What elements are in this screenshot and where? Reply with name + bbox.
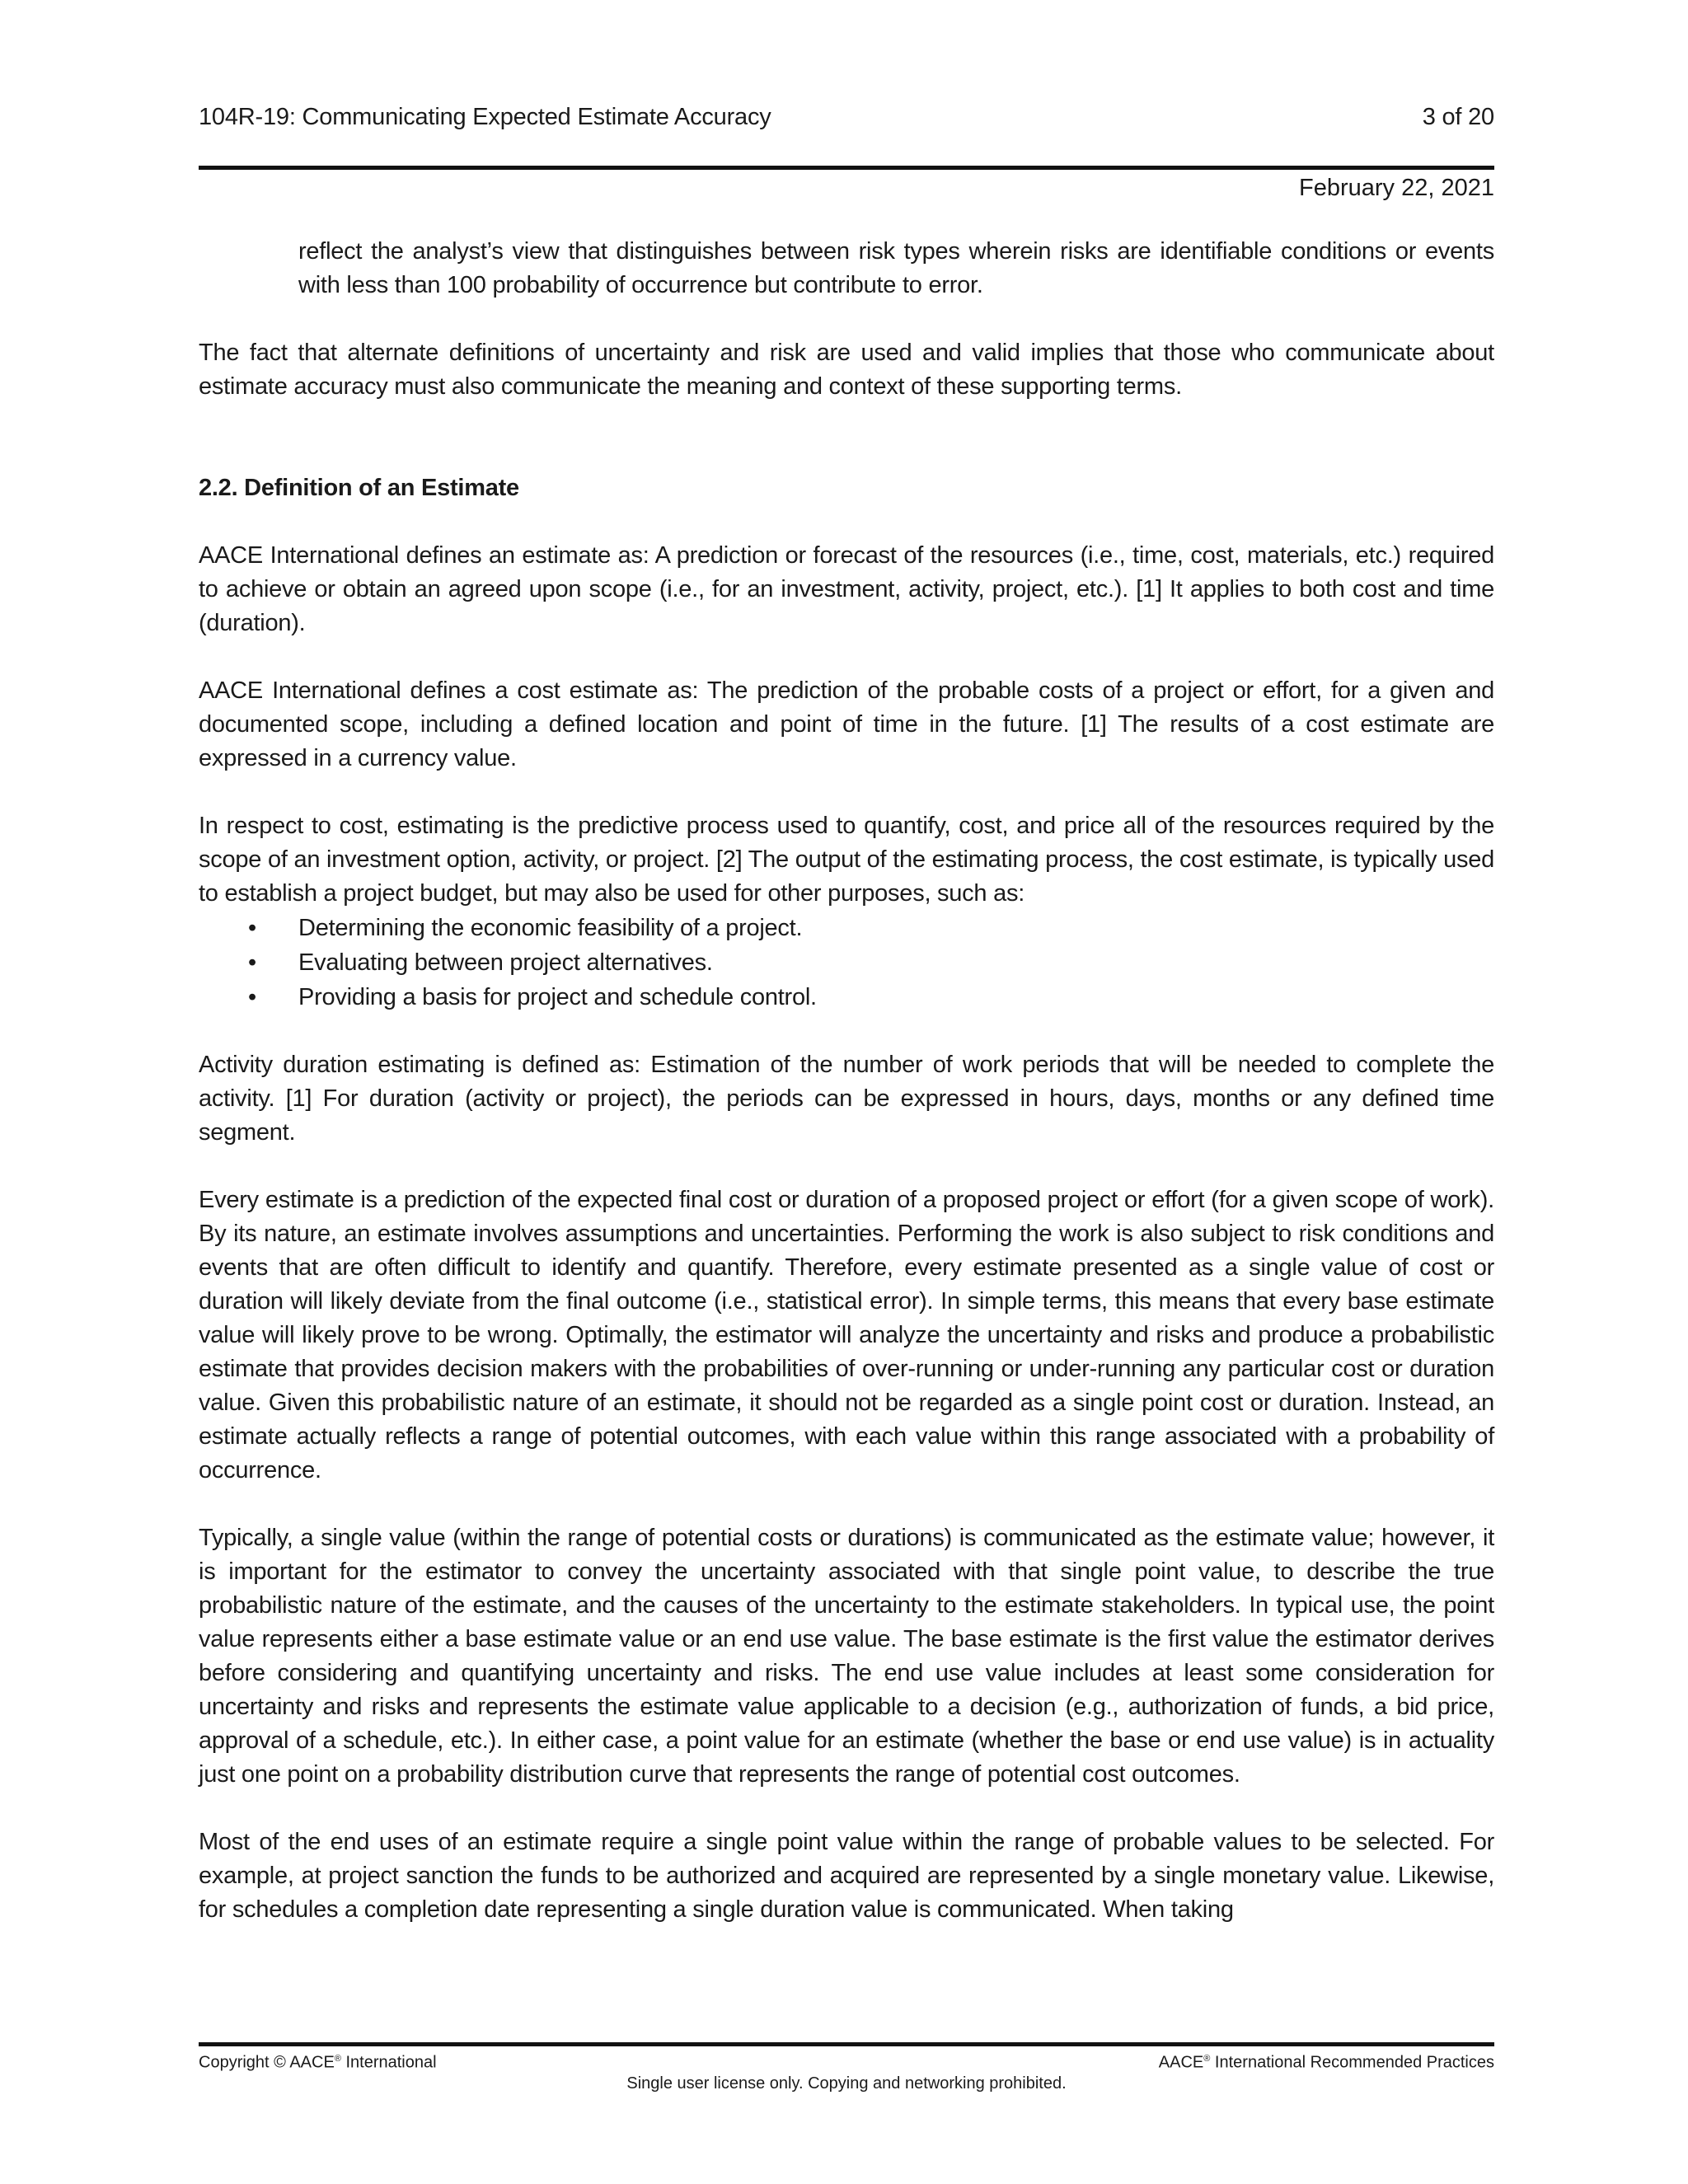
bullet-icon: • <box>248 984 256 1010</box>
page-footer <box>199 2047 1494 2074</box>
paragraph-estimate-definition: AACE International defines an estimate as: A prediction or forecast of the resources (i.e., time, cost, materials, etc.) required to achieve or obtain an agreed upon scope (i.e., for an investment, activity, project, etc.). [1] It applies to both cost and time (duration). <box>199 542 1494 636</box>
page-header <box>199 96 1494 138</box>
paragraph-alternate-definitions: The fact that alternate definitions of uncertainty and risk are used and valid implies that those who communicate about estimate accuracy must also communicate the meaning and context of these supporting terms. <box>199 340 1494 400</box>
paragraph-most-end-uses: Most of the end uses of an estimate require a single point value within the range of probable values to be selected. For example, at project sanction the funds to be authorized and acquired are represented by a single monetary value. Likewise, for schedules a completion date representing a single duration value is communicated. When taking <box>199 1829 1494 1923</box>
footer-rule <box>199 2042 1494 2046</box>
paragraph-activity-duration: Activity duration estimating is defined as: Estimation of the number of work periods that will be needed to complete the activity. [1] For duration (activity or project), the periods can be expressed in hours, days, months or any defined time segment. <box>199 1052 1494 1146</box>
list-item <box>199 911 1494 945</box>
copyright-notice: Copyright © AACE® International <box>199 2053 437 2072</box>
document-title: 104R-19: Communicating Expected Estimate Accuracy <box>199 103 771 130</box>
list-item <box>199 945 1494 980</box>
paragraph-every-estimate: Every estimate is a prediction of the expected final cost or duration of a proposed project or effort (for a given scope of work). By its nature, an estimate involves assumptions and uncertainties. Performing the work is also subject to risk conditions and events that are often difficult to identify and quantify. Therefore, every estimate presented as a single value of cost or duration will likely deviate from the final outcome (i.e., statistical error). In simple terms, this means that every base estimate value will likely prove to be wrong. Optimally, the estimator will analyze the uncertainty and risks and produce a probabilistic estimate that provides decision makers with the probabilities of over-running or under-running any particular cost or duration value. Given this probabilistic nature of an estimate, it should not be regarded as a single point cost or duration. Instead, an estimate actually reflects a range of potential outcomes, with each value within this range associated with a probability of occurrence. <box>199 1187 1494 1483</box>
continued-paragraph: reflect the analyst’s view that distinguishes between risk types wherein risks are identifiable conditions or events with less than 100 probability of occurrence but contribute to error. <box>298 238 1494 298</box>
bullet-icon: • <box>248 949 256 976</box>
list-item-text: Evaluating between project alternatives. <box>298 949 713 976</box>
list-item <box>199 980 1494 1015</box>
section-heading: 2.2. Definition of an Estimate <box>199 475 519 501</box>
document-page <box>199 0 1494 2184</box>
list-item-text: Determining the economic feasibility of a project. <box>298 915 803 941</box>
paragraph-cost-estimate-definition: AACE International defines a cost estimate as: The prediction of the probable costs of a project or effort, for a given and documented scope, including a defined location and point of time in the future. [1] The results of a cost estimate are expressed in a currency value. <box>199 677 1494 771</box>
license-notice: Single user license only. Copying and networking prohibited. <box>626 2074 1067 2093</box>
document-date: February 22, 2021 <box>1299 175 1494 201</box>
series-name: AACE® International Recommended Practices <box>1158 2053 1494 2072</box>
bullet-icon: • <box>248 915 256 941</box>
list-item-text: Providing a basis for project and schedule control. <box>298 984 817 1010</box>
paragraph-respect-to-cost: In respect to cost, estimating is the predictive process used to quantify, cost, and price all of the resources required by the scope of an investment option, activity, or project. [2] The output of the estimating process, the cost estimate, is typically used to establish a project budget, but may also be used for other purposes, such as: <box>199 813 1494 907</box>
paragraph-typically: Typically, a single value (within the range of potential costs or durations) is communicated as the estimate value; however, it is important for the estimator to convey the uncertainty associated with that single point value, to describe the true probabilistic nature of the estimate, and the causes of the uncertainty to the estimate stakeholders. In typical use, the point value represents either a base estimate value or an end use value. The base estimate is the first value the estimator derives before considering and quantifying uncertainty and risks. The end use value includes at least some consideration for uncertainty and risks and represents the estimate value applicable to a decision (e.g., authorization of funds, a bid price, approval of a schedule, etc.). In either case, a point value for an estimate (whether the base or end use value) is in actuality just one point on a probability distribution curve that represents the range of potential cost outcomes. <box>199 1525 1494 1788</box>
purpose-list <box>199 911 1494 1015</box>
page-number: 3 of 20 <box>1422 103 1494 130</box>
document-body <box>199 235 1494 1961</box>
